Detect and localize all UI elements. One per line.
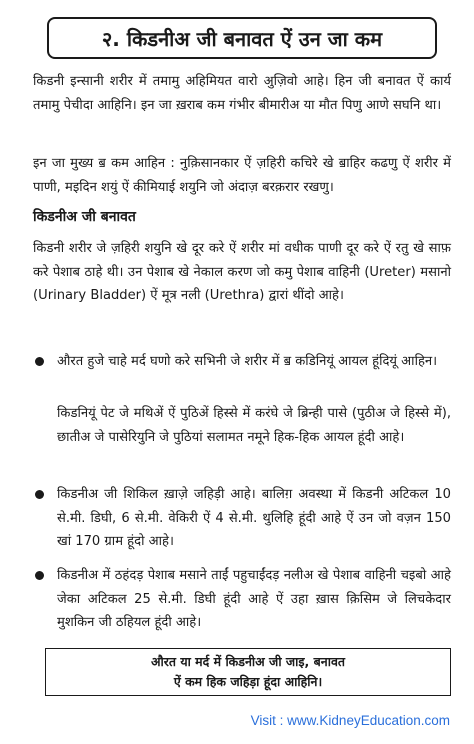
bullet-text: औरत हुजे चाहे मर्द घणो करे सभिनी जे शरीर में ॿ कडिनियूं आयल हूंदियूं आहिन। [57,354,438,369]
footer-website-link[interactable]: Visit : www.KidneyEducation.com [250,713,450,728]
summary-note-box [45,648,451,696]
bullet-item [33,483,451,558]
page-title: २. किडनीअ जी बनावत ऐं उन जा कम [101,26,383,51]
bullet-item [33,350,451,400]
page-title-box [47,17,437,59]
bullet-text: किडनीअ जी शिकिल ख़ाज़े जहिड़ी आहे। बालिग़ अवस्था में किडनी अटिकल 10 से.मी. डिघी, 6 से.मी. वेकिरी ऐं 4 से.मी. थुलिहि हूंदी आहे ऐं उन जो वज़न 150 खां 170 ग्राम हूंदो आहे। [57,487,451,549]
function-paragraph: इन जा मुख्य ॿ कम आहिन : नुक़िसानकार ऐं ज़हिरी कचिरे खे ॿाहिर कढणु ऐं शरीर में पाणी, मइदिन शयुं ऐं कीमियाई शयुनि जो अंदाज़ बरक़रार रखणु। [33,156,451,195]
bullet-dot-icon [35,490,44,499]
summary-note-line: ऐं कम हिक जहिड़ा हूंदा आहिनि। [173,674,323,689]
structure-paragraph: किडनी शरीर जे ज़हिरी शयुनि खे दूर करे ऐं शरीर मां वधीक पाणी दूर करे ऐं रतु खे साफ़ करे पेशाब ठाहे थी। उन पेशाब खे नेकाल करण जो कमु पेशाब वाहिनी (Ureter) मसानो (Urinary Bladder) ऐं मूत्र नली (Urethra) द्वारां थींदो आहे। [33,241,451,303]
bullet-text: किडनीअ में ठहंदड़ पेशाब मसाने ताईं पहुचाईंदड़ नलीअ खे पेशाब वाहिनी चइबो आहे जेका अटिकल 25 से.मी. डिघी हूंदी आहे ऐं उहा ख़ास क़िसिम जे लिचकेदार मुशकिन जी ठहियल हूंदी आहे। [57,568,451,630]
bullet-item [33,564,451,639]
intro-paragraph: किडनी इन्सानी शरीर में तमामु अहिमियत वारो अुज़िवो आहे। हिन जी बनावत ऐं कार्य तमामु पेचीदा आहिनि। इन जा ख़राब कम गंभीर बीमारीअ या मौत पिणु आणे सघनि था। [33,74,451,113]
section-heading: किडनीअ जी बनावत [33,209,136,225]
summary-note-line: औरत या मर्द में किडनीअ जी जाइ, बनावत [150,654,346,669]
bullet-dot-icon [35,357,44,366]
bullet-dot-icon [35,571,44,580]
bullet-sub-paragraph: किडनियूं पेट जे मथिअें ऐं पुठिअें हिस्से में करंघे जे ब्रिन्ही पासे (पुठीअ जे हिस्से में), छातीअ जे पासेरियुनि जे पुठियां सलामत नमूने हिक-हिक आयल हूंदी आहे। [57,406,451,445]
